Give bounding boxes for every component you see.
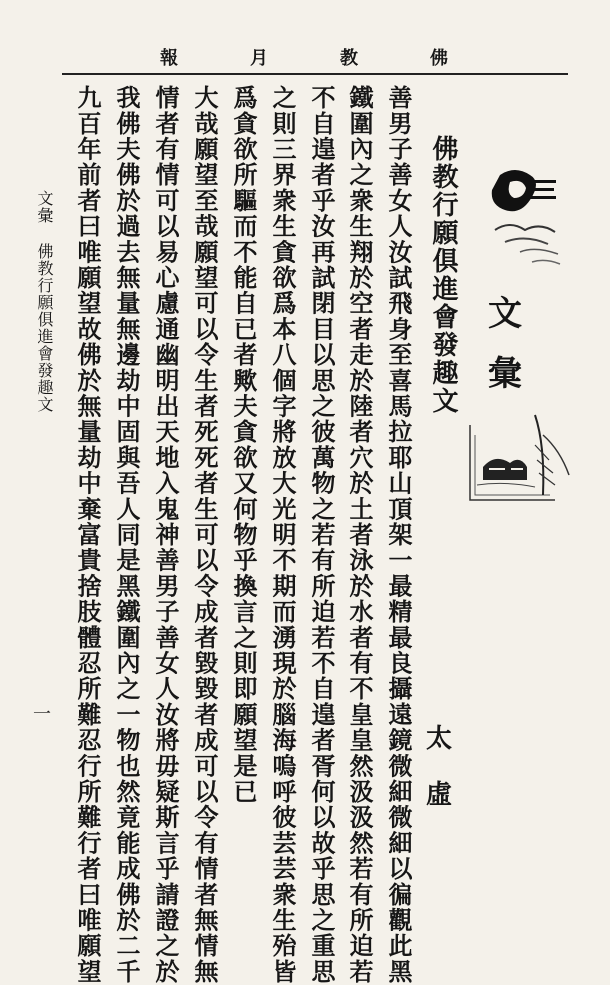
header-char: 月 — [250, 48, 268, 69]
section-ornament — [470, 160, 580, 280]
landscape-vignette — [465, 405, 575, 515]
header-char: 教 — [340, 48, 358, 69]
header-char: 佛 — [430, 48, 448, 69]
header-char: 報 — [160, 48, 178, 69]
author-char: 虛 — [426, 780, 453, 810]
header-rule — [62, 73, 568, 75]
page-number: 一 — [33, 704, 51, 725]
body-column: 鐵圍內之衆生翔於空者走於陸者穴於土者泳於水者有不皇皇然汲汲然若有所迫若 — [345, 85, 374, 985]
body-column: 善男子善女人汝試飛身至喜馬拉耶山頂架一最精最良攝遠鏡微細微細以徧觀此黑 — [384, 85, 413, 985]
body-column: 之則三界衆生貪欲爲本八個字將放大光明不期而湧現於腦海嗚呼彼芸芸衆生殆皆 — [268, 85, 297, 985]
body-column: 爲貪欲所驅而不能自已者歟夫貪欲又何物乎換言之則即願望是已 — [229, 85, 258, 805]
body-column: 大哉願望至哉願望可以令生者死死者生可以令成者毀毀者成可以令有情者無情無 — [190, 85, 219, 985]
body-column: 情者有情可以易心慮通幽明出天地入鬼神善男子善女人汝將毋疑斯言乎請證之於 — [151, 85, 180, 985]
section-heading-char: 彙 — [488, 354, 522, 394]
author-char: 太 — [426, 724, 453, 754]
body-column: 不自遑者乎汝再試閉目以思之彼萬物之若有所迫若不自遑者胥何以故乎思之重思 — [307, 85, 336, 985]
footer-section: 文彙 — [35, 190, 54, 224]
section-heading-char: 文 — [488, 294, 522, 334]
article-title: 佛教行願俱進會發趣文 — [428, 135, 458, 415]
footer-title: 佛教行願俱進會發趣文 — [35, 243, 54, 413]
body-column: 九百年前者曰唯願望故佛於無量劫中棄富貴捨肢體忍所難忍行所難行者曰唯願望 — [73, 85, 102, 985]
body-column: 我佛夫佛於過去無量無邊劫中固與吾人同是黑鐵圍內之一物也然竟能成佛於二千 — [112, 85, 141, 985]
